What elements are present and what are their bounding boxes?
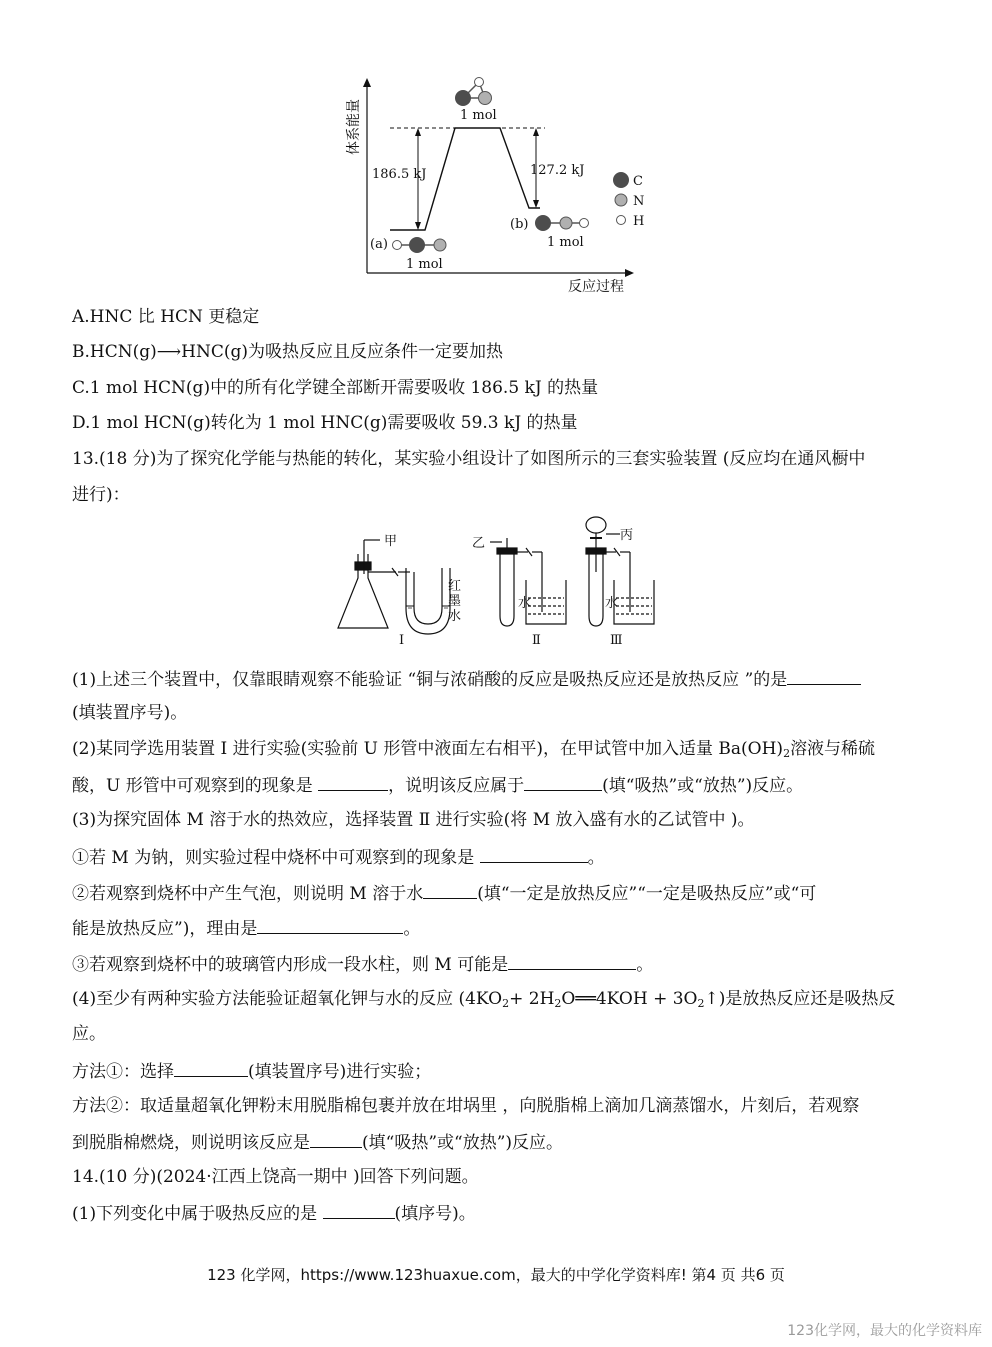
energy-diagram <box>330 70 670 298</box>
q14-part1-text: (1)下列变化中属于吸热反应的是 <box>72 1204 318 1224</box>
answer-blank[interactable] <box>257 915 403 934</box>
label-red-1: 红 <box>448 579 462 594</box>
q14-stem: 14.(10 分)(2024·江西上饶高一期中 )回答下列问题。 <box>72 1167 479 1187</box>
q13-part3-3 <box>72 951 653 977</box>
x-axis-arrow <box>625 269 634 277</box>
label-red-3: 水 <box>448 609 462 624</box>
q13-part4-text-end: ↑)是放热反应还是吸热反 <box>704 989 896 1009</box>
hcn-molecule <box>393 237 447 253</box>
period: 。 <box>636 955 654 975</box>
answer-blank[interactable] <box>480 844 588 863</box>
right-arrow-head-top <box>533 128 539 136</box>
period: 。 <box>403 919 421 939</box>
option-b-rest: HNC(g)为吸热反应且反应条件一定要加热 <box>181 342 503 362</box>
option-c: C.1 mol HCN(g)中的所有化学键全部断开需要吸收 186.5 kJ 的热量 <box>72 378 599 398</box>
apparatus-figure <box>330 512 670 650</box>
legend <box>613 172 644 229</box>
equation-part: + 2H <box>509 989 555 1009</box>
subscript: 2 <box>783 747 791 760</box>
method-1-text: 方法①：选择 <box>72 1062 174 1082</box>
q13-part2-hint: (填“吸热”或“放热”)反应。 <box>602 776 804 796</box>
option-d: D.1 mol HCN(g)转化为 1 mol HNC(g)需要吸收 59.3 kJ 的热量 <box>72 413 578 433</box>
q14-part1-hint: (填序号)。 <box>394 1204 476 1224</box>
answer-blank[interactable] <box>423 880 477 899</box>
apparatus-i <box>338 540 450 634</box>
q13-stem-line1: 13.(18 分)为了探究化学能与热能的转化，某实验小组设计了如图所示的三套实验装置 (反应均在通风橱中 <box>72 449 866 469</box>
q13-part3-3-text: ③若观察到烧杯中的玻璃管内形成一段水柱，则 M 可能是 <box>72 955 509 975</box>
answer-blank[interactable] <box>524 772 602 791</box>
answer-blank[interactable] <box>318 772 388 791</box>
apparatus-ii <box>490 538 566 626</box>
subscript: 2 <box>554 997 562 1010</box>
q13-part2-phenomenon: 酸，U 形管中可观察到的现象是 <box>72 776 313 796</box>
y-axis-arrow <box>363 78 371 87</box>
period: 。 <box>587 848 605 868</box>
q13-part2-text-end: 溶液与稀硫 <box>790 739 876 759</box>
legend-h: H <box>633 214 645 229</box>
answer-blank[interactable] <box>174 1058 248 1077</box>
q13-part2-line2 <box>72 772 803 798</box>
equation-part: O <box>561 989 576 1009</box>
label-water-iii: 水 <box>605 596 619 611</box>
q13-part3-1-text: ①若 M 为钠，则实验过程中烧杯中可观察到的现象是 <box>72 848 475 868</box>
label-jia: 甲 <box>384 534 398 549</box>
watermark: 123化学网，最大的化学资料库 <box>787 1323 982 1339</box>
legend-c: C <box>633 174 643 189</box>
option-b-reactant: B.HCN(g) <box>72 342 157 362</box>
state-a-label: (a) <box>370 237 388 252</box>
equation-part: 4KOH + 3O <box>595 989 698 1009</box>
left-energy-label: 186.5 kJ <box>372 167 427 182</box>
q13-part2-type: ，说明该反应属于 <box>388 776 525 796</box>
method-2-line2 <box>72 1129 563 1155</box>
equals-sign: ══ <box>575 989 596 1009</box>
answer-blank[interactable] <box>508 951 636 970</box>
hnc-molecule <box>535 215 589 231</box>
q13-part3-2-line1 <box>72 880 816 906</box>
transition-molecule <box>455 78 492 107</box>
right-arrow-head-bottom <box>533 200 539 208</box>
right-energy-label: 127.2 kJ <box>530 163 585 178</box>
q13-part3: (3)为探究固体 M 溶于水的热效应，选择装置 Ⅱ 进行实验(将 M 放入盛有水的乙试管中 )。 <box>72 810 755 830</box>
reaction-arrow: ⟶ <box>156 342 182 362</box>
q13-part4-line1 <box>72 987 895 1016</box>
answer-blank[interactable] <box>787 666 861 685</box>
label-yi: 乙 <box>472 536 486 551</box>
label-iii: Ⅲ <box>610 633 623 648</box>
q13-part3-2-line2 <box>72 915 420 941</box>
state-b-amount: 1 mol <box>547 235 584 250</box>
label-bing: 丙 <box>620 528 634 543</box>
subscript: 2 <box>502 997 510 1010</box>
q13-part1-line2: (填装置序号)。 <box>72 703 188 723</box>
x-axis-label: 反应过程 <box>568 279 624 295</box>
q13-part3-2-hint: (填“一定是放热反应”“一定是吸热反应”或“可 <box>477 884 817 904</box>
option-a: A.HNC 比 HCN 更稳定 <box>72 307 260 327</box>
top-amount: 1 mol <box>460 108 497 123</box>
page-footer: 123 化学网，https://www.123huaxue.com，最大的中学化学资料库! 第4 页 共6 页 <box>207 1266 785 1284</box>
q13-part3-2-reason: 能是放热反应”)，理由是 <box>72 919 258 939</box>
state-b-label: (b) <box>510 217 529 232</box>
method-1 <box>72 1058 431 1084</box>
q13-part4-text: (4)至少有两种实验方法能验证超氧化钾与水的反应 (4KO <box>72 989 503 1009</box>
option-b <box>72 340 503 364</box>
y-axis-label: 体系能量 <box>346 99 362 155</box>
q13-part1-text: (1)上述三个装置中，仅靠眼睛观察不能验证 “铜与浓硝酸的反应是吸热反应还是放热反应 ”的是 <box>72 670 788 690</box>
label-i: Ⅰ <box>399 633 405 648</box>
answer-blank[interactable] <box>310 1129 362 1148</box>
q14-part1 <box>72 1200 476 1226</box>
method-2-line1: 方法②：取适量超氧化钾粉末用脱脂棉包裹并放在坩埚里 ，向脱脂棉上滴加几滴蒸馏水，片刻后，若观察 <box>72 1096 860 1116</box>
subscript: 2 <box>697 997 705 1010</box>
left-arrow-head-bottom <box>415 222 421 230</box>
q13-part3-2-text: ②若观察到烧杯中产生气泡，则说明 M 溶于水 <box>72 884 424 904</box>
label-water-ii: 水 <box>518 596 532 611</box>
q13-part3-1 <box>72 844 605 870</box>
q13-stem-line2: 进行)： <box>72 485 130 505</box>
left-arrow-head-top <box>415 128 421 136</box>
q13-part2-text: (2)某同学选用装置 Ⅰ 进行实验(实验前 U 形管中液面左右相平)，在甲试管中加入适量 Ba(OH) <box>72 739 784 759</box>
method-2-hint: (填“吸热”或“放热”)反应。 <box>362 1133 564 1153</box>
q13-part2-line1 <box>72 737 875 766</box>
q13-part4-line2: 应。 <box>72 1024 106 1044</box>
method-1-hint: (填装置序号)进行实验； <box>248 1062 432 1082</box>
q13-part1-line1 <box>72 666 861 692</box>
label-red-2: 墨 <box>448 594 462 609</box>
answer-blank[interactable] <box>323 1200 395 1219</box>
state-a-amount: 1 mol <box>406 257 443 272</box>
legend-n: N <box>633 194 645 209</box>
label-ii: Ⅱ <box>532 633 541 648</box>
method-2-text: 到脱脂棉燃烧，则说明该反应是 <box>72 1133 310 1153</box>
